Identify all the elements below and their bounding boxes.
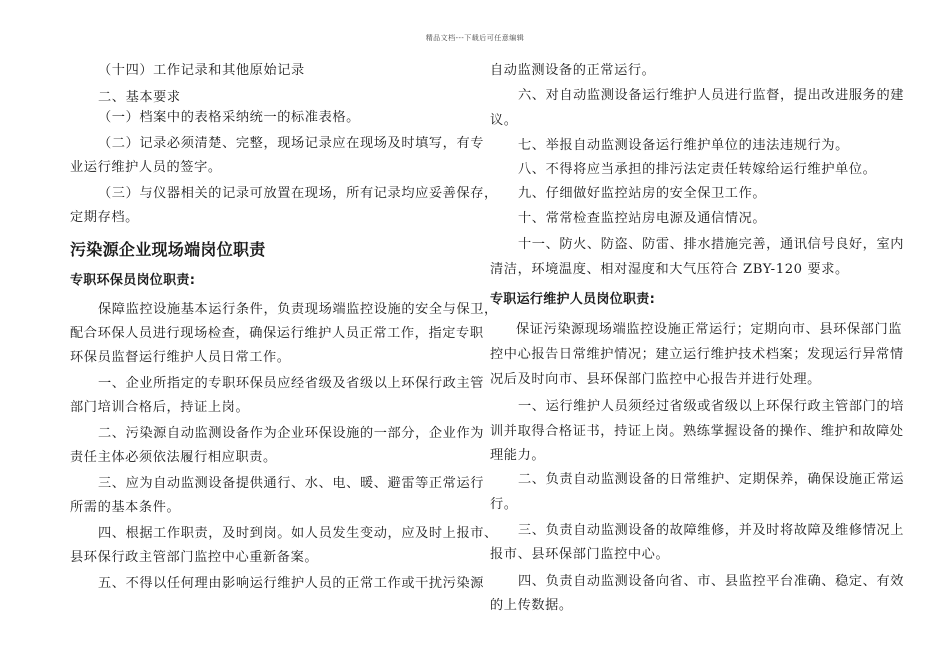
section-subheading: 专职运行维护人员岗位职责: <box>490 292 656 307</box>
text-line: 五、不得以任何理由影响运行维护人员的正常工作或干扰污染源 <box>98 576 485 591</box>
text-line: 十、常常检查监控站房电源及通信情况。 <box>518 211 767 226</box>
text-line: 县环保行政主管部门监控中心重新备案。 <box>70 550 319 565</box>
text-line: 况后及时向市、县环保部门监控中心报告并进行处理。 <box>490 372 821 387</box>
text-line: 配合环保人员进行现场检查，确保运行维护人员正常工作，指定专职 <box>70 326 484 341</box>
text-line: 训并取得合格证书，持证上岗。熟练掌握设备的操作、维护和故障处 <box>490 424 904 439</box>
text-line: 的上传数据。 <box>490 598 573 613</box>
text-line: 二、污染源自动监测设备作为企业环保设施的一部分，企业作为 <box>98 426 485 441</box>
text-line: 清洁，环境温度、相对湿度和大气压符合 ZBY-120 要求。 <box>490 262 849 277</box>
text-line: 责任主体必须依法履行相应职责。 <box>70 450 277 465</box>
text-line: 三、负责自动监测设备的故障维修，并及时将故障及维修情况上 <box>518 523 905 538</box>
text-line: 四、根据工作职责，及时到岗。如人员发生变动，应及时上报市、 <box>98 526 498 541</box>
section-subheading: 专职环保员岗位职责: <box>70 273 196 288</box>
text-line: 所需的基本条件。 <box>70 500 181 515</box>
page-header: 精品文档---下载后可任意编辑 <box>425 34 525 42</box>
text-line: （十四）工作记录和其他原始记录 <box>98 63 305 78</box>
text-line: 二、负责自动监测设备的日常维护、定期保养，确保设施正常运 <box>518 472 905 487</box>
text-line: 理能力。 <box>490 448 546 463</box>
text-line: 部门培训合格后，持证上岗。 <box>70 400 250 415</box>
text-line: 自动监测设备的正常运行。 <box>490 63 656 78</box>
text-line: 议。 <box>490 113 518 128</box>
text-line: 定期存档。 <box>70 210 139 225</box>
text-line: 六、对自动监测设备运行维护人员进行监督，提出改进服务的建 <box>518 88 905 103</box>
text-line: 控中心报告日常维护情况；建立运行维护技术档案；发现运行异常情 <box>490 347 904 362</box>
text-line: 行。 <box>490 497 518 512</box>
text-line: 八、不得将应当承担的排污法定责任转嫁给运行维护单位。 <box>518 162 877 177</box>
text-line: 环保员监督运行维护人员日常工作。 <box>70 350 291 365</box>
text-line: 一、企业所指定的专职环保员应经省级及省级以上环保行政主管 <box>98 376 485 391</box>
text-line: （一）档案中的表格采纳统一的标准表格。 <box>98 110 360 125</box>
text-line: 四、负责自动监测设备向省、市、县监控平台准确、稳定、有效 <box>518 574 905 589</box>
text-line: 十一、防火、防盗、防雷、排水措施完善，通讯信号良好，室内 <box>518 237 905 252</box>
text-line: 二、基本要求 <box>98 90 181 105</box>
text-line: （三）与仪器相关的记录可放置在现场，所有记录均应妥善保存， <box>98 186 498 201</box>
text-line: 七、举报自动监测设备运行维护单位的违法违规行为。 <box>518 138 849 153</box>
text-line: 报市、县环保部门监控中心。 <box>490 547 670 562</box>
text-line: 一、运行维护人员须经过省级或省级以上环保行政主管部门的培 <box>518 399 905 414</box>
text-line: （二）记录必须清楚、完整，现场记录应在现场及时填写，有专 <box>98 136 485 151</box>
section-heading: 污染源企业现场端岗位职责 <box>70 240 266 259</box>
text-line: 业运行维护人员的签字。 <box>70 160 222 175</box>
text-line: 保证污染源现场端监控设施正常运行；定期向市、县环保部门监 <box>516 322 903 337</box>
text-line: 三、应为自动监测设备提供通行、水、电、暖、避雷等正常运行 <box>98 476 485 491</box>
text-line: 保障监控设施基本运行条件，负责现场端监控设施的安全与保卫， <box>98 302 498 317</box>
text-line: 九、仔细做好监控站房的安全保卫工作。 <box>518 186 767 201</box>
